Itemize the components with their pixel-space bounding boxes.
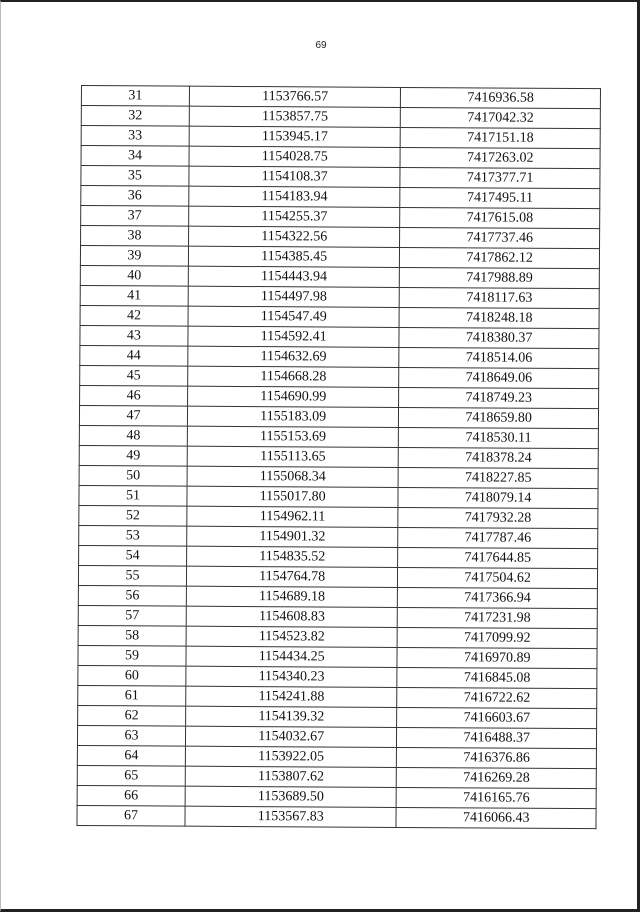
y-coordinate-cell: 7418227.85 bbox=[398, 467, 598, 488]
y-coordinate-cell: 7418079.14 bbox=[398, 487, 598, 508]
point-number-cell: 41 bbox=[80, 285, 188, 306]
y-coordinate-cell: 7417366.94 bbox=[398, 587, 598, 608]
x-coordinate-cell: 1154028.75 bbox=[189, 146, 401, 167]
point-number-cell: 34 bbox=[81, 146, 189, 167]
y-coordinate-cell: 7416722.62 bbox=[397, 687, 597, 708]
point-number-cell: 66 bbox=[77, 785, 185, 806]
x-coordinate-cell: 1155017.80 bbox=[187, 486, 399, 507]
table-row bbox=[77, 805, 596, 828]
y-coordinate-cell: 7417787.46 bbox=[398, 527, 598, 548]
point-number-cell: 47 bbox=[79, 405, 187, 426]
point-number-cell: 65 bbox=[77, 765, 185, 786]
x-coordinate-cell: 1154241.88 bbox=[186, 686, 398, 707]
page-number: 69 bbox=[315, 40, 327, 51]
point-number-cell: 35 bbox=[81, 166, 189, 187]
y-coordinate-cell: 7416066.43 bbox=[396, 807, 596, 828]
point-number-cell: 51 bbox=[79, 485, 187, 506]
x-coordinate-cell: 1154340.23 bbox=[186, 666, 398, 687]
x-coordinate-cell: 1154183.94 bbox=[189, 186, 401, 207]
x-coordinate-cell: 1154547.49 bbox=[188, 306, 400, 327]
point-number-cell: 48 bbox=[79, 425, 187, 446]
y-coordinate-cell: 7417042.32 bbox=[401, 107, 601, 128]
point-number-cell: 61 bbox=[78, 685, 186, 706]
x-coordinate-cell: 1154434.25 bbox=[186, 646, 398, 667]
x-coordinate-cell: 1154764.78 bbox=[186, 566, 398, 587]
point-number-cell: 43 bbox=[80, 325, 188, 346]
point-number-cell: 32 bbox=[81, 106, 189, 127]
point-number-cell: 54 bbox=[79, 545, 187, 566]
coordinates-table-body bbox=[77, 86, 601, 829]
y-coordinate-cell: 7417504.62 bbox=[398, 567, 598, 588]
x-coordinate-cell: 1154322.56 bbox=[189, 226, 401, 247]
x-coordinate-cell: 1153857.75 bbox=[189, 106, 401, 127]
point-number-cell: 52 bbox=[79, 505, 187, 526]
y-coordinate-cell: 7416269.28 bbox=[397, 767, 597, 788]
point-number-cell: 60 bbox=[78, 665, 186, 686]
x-coordinate-cell: 1153945.17 bbox=[189, 126, 401, 147]
x-coordinate-cell: 1154523.82 bbox=[186, 626, 398, 647]
x-coordinate-cell: 1154690.99 bbox=[188, 386, 400, 407]
x-coordinate-cell: 1154592.41 bbox=[188, 326, 400, 347]
x-coordinate-cell: 1154835.52 bbox=[187, 546, 399, 567]
coordinates-table bbox=[76, 85, 601, 829]
y-coordinate-cell: 7416488.37 bbox=[397, 727, 597, 748]
point-number-cell: 39 bbox=[80, 246, 188, 267]
point-number-cell: 46 bbox=[80, 385, 188, 406]
point-number-cell: 63 bbox=[77, 725, 185, 746]
point-number-cell: 49 bbox=[79, 445, 187, 466]
y-coordinate-cell: 7416970.89 bbox=[397, 647, 597, 668]
y-coordinate-cell: 7416376.86 bbox=[397, 747, 597, 768]
x-coordinate-cell: 1155068.34 bbox=[187, 466, 399, 487]
x-coordinate-cell: 1155183.09 bbox=[187, 406, 399, 427]
point-number-cell: 50 bbox=[79, 465, 187, 486]
point-number-cell: 37 bbox=[81, 206, 189, 227]
x-coordinate-cell: 1154668.28 bbox=[188, 366, 400, 387]
point-number-cell: 45 bbox=[80, 365, 188, 386]
x-coordinate-cell: 1154608.83 bbox=[186, 606, 398, 627]
point-number-cell: 31 bbox=[81, 86, 189, 107]
point-number-cell: 58 bbox=[78, 625, 186, 646]
y-coordinate-cell: 7417151.18 bbox=[401, 127, 601, 148]
x-coordinate-cell: 1154443.94 bbox=[188, 266, 400, 287]
y-coordinate-cell: 7417615.08 bbox=[400, 207, 600, 228]
x-coordinate-cell: 1153807.62 bbox=[185, 766, 397, 787]
y-coordinate-cell: 7416603.67 bbox=[397, 707, 597, 728]
y-coordinate-cell: 7416936.58 bbox=[401, 87, 601, 108]
x-coordinate-cell: 1153922.05 bbox=[185, 746, 397, 767]
y-coordinate-cell: 7417932.28 bbox=[398, 507, 598, 528]
y-coordinate-cell: 7417495.11 bbox=[400, 187, 600, 208]
y-coordinate-cell: 7417862.12 bbox=[400, 247, 600, 268]
point-number-cell: 64 bbox=[77, 745, 185, 766]
point-number-cell: 33 bbox=[81, 126, 189, 147]
y-coordinate-cell: 7417988.89 bbox=[400, 267, 600, 288]
point-number-cell: 36 bbox=[81, 186, 189, 207]
y-coordinate-cell: 7418649.06 bbox=[399, 367, 599, 388]
y-coordinate-cell: 7418530.11 bbox=[399, 427, 599, 448]
x-coordinate-cell: 1155113.65 bbox=[187, 446, 399, 467]
x-coordinate-cell: 1154689.18 bbox=[186, 586, 398, 607]
x-coordinate-cell: 1154032.67 bbox=[185, 726, 397, 747]
point-number-cell: 53 bbox=[79, 525, 187, 546]
x-coordinate-cell: 1153766.57 bbox=[189, 86, 401, 107]
point-number-cell: 59 bbox=[78, 645, 186, 666]
point-number-cell: 62 bbox=[78, 705, 186, 726]
y-coordinate-cell: 7418378.24 bbox=[399, 447, 599, 468]
x-coordinate-cell: 1154901.32 bbox=[187, 526, 399, 547]
y-coordinate-cell: 7418659.80 bbox=[399, 407, 599, 428]
point-number-cell: 42 bbox=[80, 305, 188, 326]
y-coordinate-cell: 7417099.92 bbox=[397, 627, 597, 648]
y-coordinate-cell: 7417737.46 bbox=[400, 227, 600, 248]
x-coordinate-cell: 1154385.45 bbox=[188, 246, 400, 267]
x-coordinate-cell: 1154139.32 bbox=[186, 706, 398, 727]
y-coordinate-cell: 7418117.63 bbox=[400, 287, 600, 308]
x-coordinate-cell: 1153689.50 bbox=[185, 786, 397, 807]
y-coordinate-cell: 7418248.18 bbox=[399, 307, 599, 328]
y-coordinate-cell: 7417263.02 bbox=[400, 147, 600, 168]
y-coordinate-cell: 7417377.71 bbox=[400, 167, 600, 188]
x-coordinate-cell: 1153567.83 bbox=[185, 806, 397, 827]
point-number-cell: 67 bbox=[77, 805, 185, 826]
point-number-cell: 57 bbox=[78, 605, 186, 626]
y-coordinate-cell: 7416845.08 bbox=[397, 667, 597, 688]
y-coordinate-cell: 7416165.76 bbox=[396, 787, 596, 808]
x-coordinate-cell: 1154108.37 bbox=[189, 166, 401, 187]
y-coordinate-cell: 7418749.23 bbox=[399, 387, 599, 408]
y-coordinate-cell: 7418380.37 bbox=[399, 327, 599, 348]
point-number-cell: 40 bbox=[80, 265, 188, 286]
x-coordinate-cell: 1154962.11 bbox=[187, 506, 399, 527]
y-coordinate-cell: 7418514.06 bbox=[399, 347, 599, 368]
point-number-cell: 56 bbox=[78, 585, 186, 606]
x-coordinate-cell: 1154255.37 bbox=[189, 206, 401, 227]
point-number-cell: 38 bbox=[81, 226, 189, 247]
x-coordinate-cell: 1155153.69 bbox=[187, 426, 399, 447]
point-number-cell: 55 bbox=[78, 565, 186, 586]
y-coordinate-cell: 7417231.98 bbox=[398, 607, 598, 628]
x-coordinate-cell: 1154632.69 bbox=[188, 346, 400, 367]
point-number-cell: 44 bbox=[80, 345, 188, 366]
y-coordinate-cell: 7417644.85 bbox=[398, 547, 598, 568]
x-coordinate-cell: 1154497.98 bbox=[188, 286, 400, 307]
